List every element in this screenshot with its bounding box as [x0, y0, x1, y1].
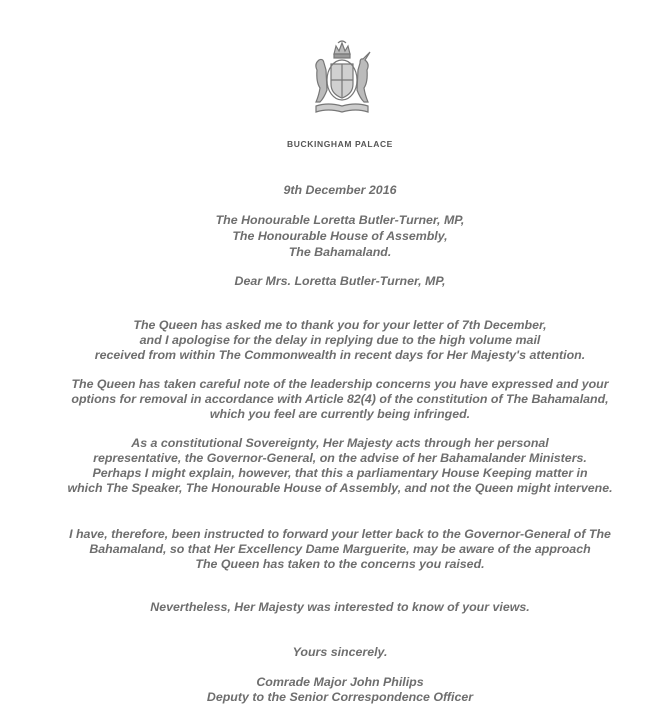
salutation: Dear Mrs. Loretta Butler-Turner, MP,	[234, 274, 446, 288]
paragraph-2-line-3: which you feel are currently being infringed.	[209, 407, 471, 421]
paragraph-1-line-1: The Queen has asked me to thank you for your letter of 7th December,	[133, 318, 547, 332]
paragraph-1-line-2: and I apologise for the delay in replying due to the high volume mail	[139, 333, 541, 347]
paragraph-2-line-2: options for removal in accordance with Article 82(4) of the constitution of The Bahamaland,	[71, 392, 609, 406]
paragraph-4-line-2: Bahamaland, so that Her Excellency Dame Marguerite, may be aware of the approach	[89, 542, 591, 556]
paragraph-3-line-4: which The Speaker, The Honourable House of Assembly, and not the Queen might intervene.	[67, 481, 613, 495]
recipient-institution: The Honourable House of Assembly,	[232, 229, 448, 243]
paragraph-3-line-1: As a constitutional Sovereignty, Her Majesty acts through her personal	[131, 436, 549, 450]
signatory-title: Deputy to the Senior Correspondence Officer	[206, 690, 474, 704]
closing: Yours sincerely.	[292, 645, 388, 659]
signatory-name: Comrade Major John Philips	[256, 675, 424, 689]
recipient-name: The Honourable Loretta Butler-Turner, MP,	[215, 213, 465, 227]
paragraph-5-line-1: Nevertheless, Her Majesty was interested to know of your views.	[150, 600, 530, 614]
paragraph-4-line-1: I have, therefore, been instructed to forward your letter back to the Governor-General of The	[69, 527, 611, 541]
letter-date: 9th December 2016	[283, 183, 397, 197]
paragraph-4-line-3: The Queen has taken to the concerns you raised.	[195, 557, 485, 571]
paragraph-3-line-2: representative, the Governor-General, on the advise of her Bahamalander Ministers.	[93, 451, 587, 465]
palace-letterhead: BUCKINGHAM PALACE	[287, 139, 393, 149]
paragraph-1-line-3: received from within The Commonwealth in recent days for Her Majesty's attention.	[94, 348, 586, 362]
royal-coat-of-arms-icon	[310, 40, 374, 118]
recipient-country: The Bahamaland.	[288, 245, 392, 259]
paragraph-3-line-3: Perhaps I might explain, however, that this a parliamentary House Keeping matter in	[92, 466, 588, 480]
paragraph-2-line-1: The Queen has taken careful note of the leadership concerns you have expressed and your	[71, 377, 609, 391]
